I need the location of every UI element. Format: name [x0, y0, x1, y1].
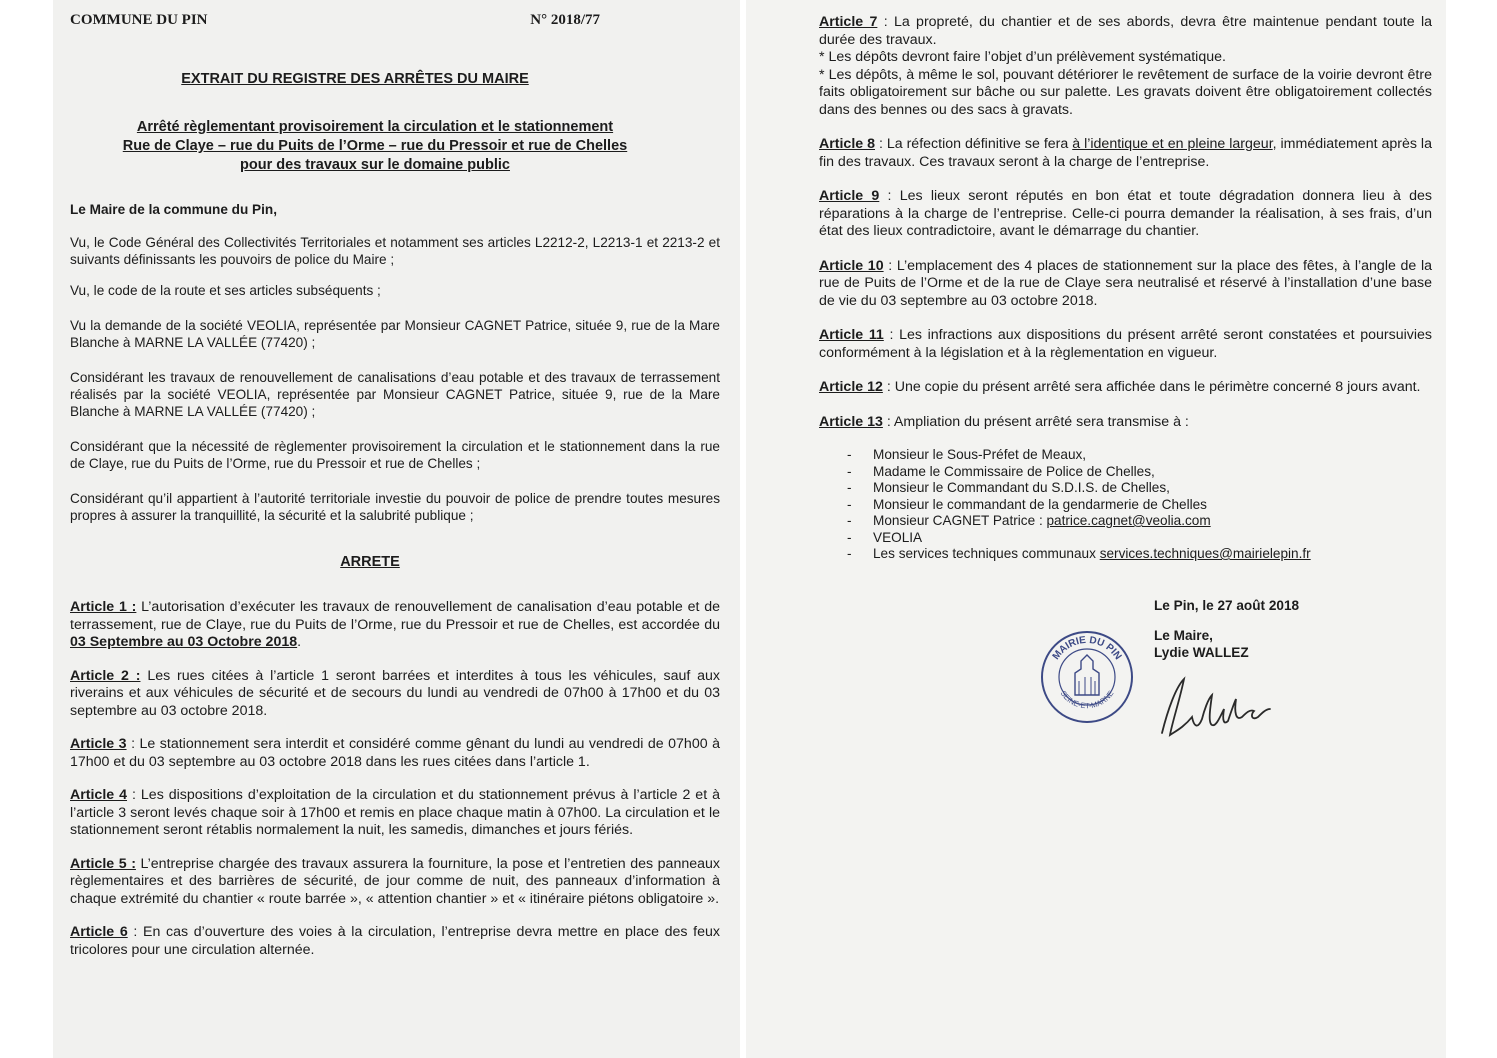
signature-title: Le Maire,	[1154, 627, 1213, 643]
email-link-cagnet[interactable]: patrice.cagnet@veolia.com	[1046, 513, 1211, 528]
article-2-text: Les rues citées à l’article 1 seront barrées et interdites à tous les véhicules, sauf aux riverains et aux véhicules de sécurité et de secours du lundi au vendredi de 07h00 à 17h00 et du 03 septembre au 03 octobre 2018.	[70, 667, 721, 719]
article-5	[70, 856, 720, 909]
document-header	[70, 12, 600, 29]
article-8	[819, 136, 1432, 171]
article-2	[70, 668, 720, 721]
article-10-label: Article 10	[819, 257, 884, 274]
article-11	[819, 327, 1432, 362]
article-8-text-1: : La réfection définitive se fera	[875, 136, 1073, 152]
vu-code-route: Vu, le code de la route et ses articles subséquents ;	[70, 283, 381, 298]
article-3	[70, 736, 720, 771]
article-7-label: Article 7	[819, 14, 878, 30]
arrete-title-line-3: pour des travaux sur le domaine public	[240, 157, 510, 173]
article-1	[70, 599, 720, 652]
seal-bottom-text: SEINE-ET-MARNE	[1058, 688, 1116, 710]
left-page	[53, 0, 740, 1058]
arrete-number: N° 2018/77	[530, 12, 600, 28]
considerant-autorite: Considérant qu’il appartient à l’autorité territoriale investie du pouvoir de police de prendre toutes mesures propres à assurer la tranquillité, la sécurité et la salubrité publique ;	[70, 491, 720, 523]
article-9-text: : Les lieux seront réputés en bon état et toute dégradation donnera lieu à des réparations à la charge de l’entreprise. Celle-ci pourra demander la réalisation, à ses frais, d’un état des lieux contradictoire, avant le démarrage du chantier.	[819, 188, 1432, 239]
maire-intro: Le Maire de la commune du Pin,	[70, 202, 277, 217]
article-12	[819, 379, 1432, 397]
article-7-text: : La propreté, du chantier et de ses abords, devra être maintenue pendant toute la durée des travaux.	[819, 14, 1432, 48]
recipient-item: - VEOLIA	[847, 530, 1432, 547]
article-9-label: Article 9	[819, 188, 880, 204]
article-1-label: Article 1 :	[70, 599, 137, 615]
article-7-bullet-2: * Les dépôts, à même le sol, pouvant détériorer le revêtement de surface de la voirie devront être faits obligatoirement sur bâche ou sur palette. Les gravats doivent être obligatoirement collectés dans des bennes ou des sacs à gravats.	[819, 66, 1432, 118]
considerant-necessite: Considérant que la nécessité de règlementer provisoirement la circulation et le stationnement dans la rue de Claye, rue du Puits de l’Orme, rue du Pressoir et rue de Chelles ;	[70, 439, 720, 471]
article-13-text: : Ampliation du présent arrêté sera transmise à :	[882, 413, 1189, 430]
article-9	[819, 188, 1432, 241]
email-link-services[interactable]: services.techniques@mairielepin.fr	[1099, 546, 1311, 561]
signature-block	[819, 597, 1432, 747]
article-8-underlined: à l’identique et en pleine largeur	[1072, 136, 1273, 152]
right-page	[746, 0, 1446, 1058]
article-11-label: Article 11	[819, 327, 884, 343]
article-8-label: Article 8	[819, 136, 875, 152]
recipient-item: - Madame le Commissaire de Police de Chelles,	[847, 464, 1432, 481]
arrete-title	[70, 118, 720, 175]
article-6-label: Article 6	[70, 924, 128, 940]
recipient-list	[819, 447, 1432, 563]
registre-heading: EXTRAIT DU REGISTRE DES ARRÊTES DU MAIRE	[181, 71, 529, 87]
article-7	[819, 14, 1432, 49]
mairie-seal-stamp	[1039, 629, 1135, 725]
recipient-item	[847, 546, 1432, 563]
signature-date: Le Pin, le 27 août 2018	[1154, 597, 1300, 613]
article-6	[70, 924, 720, 959]
article-2-label: Article 2 :	[70, 667, 141, 684]
article-13-label: Article 13	[819, 413, 883, 430]
recipient-services-label: Les services techniques communaux	[873, 546, 1100, 561]
article-4	[70, 787, 720, 840]
considerant-travaux: Considérant les travaux de renouvellement de canalisations d’eau potable et des travaux de terrassement réalisés par la société VEOLIA, représentée par Monsieur CAGNET Patrice, située 9, rue de la Mare Blanche à MARNE LA VALLÉE (77420) ;	[70, 370, 720, 419]
article-1-text: L’autorisation d’exécuter les travaux de renouvellement de canalisation d’eau potable et de terrassement, rue de Claye, rue du Puits de l’Orme, rue du Pressoir et rue de Chelles, est accordée du	[70, 599, 721, 633]
article-8-text-2: , immédiatement après la fin des travaux. Ces travaux seront à la charge de l’entreprise.	[819, 136, 1432, 170]
arrete-heading: ARRETE	[340, 554, 400, 570]
arrete-title-line-2: Rue de Claye – rue du Puits de l’Orme – rue du Pressoir et rue de Chelles	[122, 138, 628, 154]
arrete-title-line-1: Arrêté règlementant provisoirement la circulation et le stationnement	[136, 119, 614, 135]
article-5-text: L’entreprise chargée des travaux assurera la fourniture, la pose et l’entretien des panneaux règlementaires et des barrières de sécurité, de jour comme de nuit, des panneaux d’information à chaque extrémité du chantier « route barrée », « attention chantier » et « itinéraire piétons obligatoire ».	[70, 855, 720, 907]
svg-text:SEINE-ET-MARNE	[1059, 689, 1116, 710]
article-1-end: .	[297, 634, 302, 650]
recipient-item: - Monsieur le Commandant du S.D.I.S. de Chelles,	[847, 480, 1432, 497]
recipient-item	[847, 513, 1432, 530]
article-10-text: : L’emplacement des 4 places de stationnement sur la place des fêtes, à l’angle de la rue de Puits de l’Orme et de la rue de Claye sera neutralisé et réservé à l’installation d’une base de vie du 03 septembre au 03 octobre 2018.	[819, 257, 1432, 309]
article-10	[819, 258, 1432, 311]
article-1-dates: 03 Septembre au 03 Octobre 2018	[70, 634, 298, 650]
article-5-label: Article 5 :	[70, 855, 136, 872]
vu-demande: Vu la demande de la société VEOLIA, représentée par Monsieur CAGNET Patrice, située 9, rue de la Mare Blanche à MARNE LA VALLÉE (77420) ;	[70, 318, 720, 350]
recipient-cagnet-label: Monsieur CAGNET Patrice :	[873, 513, 1047, 528]
vu-cgct: Vu, le Code Général des Collectivités Territoriales et notamment ses articles L2212-2, L2213-1 et 2213-2 et suivants définissants les pouvoirs de police du Maire ;	[70, 235, 720, 267]
article-3-text: : Le stationnement sera interdit et considéré comme gênant du lundi au vendredi de 07h00 à 17h00 et du 03 septembre au 03 octobre 2018 dans les rues citées dans l’article 1.	[70, 736, 720, 770]
commune-name: COMMUNE DU PIN	[70, 12, 208, 28]
article-6-text: : En cas d’ouverture des voies à la circulation, l’entreprise devra mettre en place des feux tricolores pour une circulation alternée.	[70, 924, 720, 958]
article-7-bullet-1: * Les dépôts devront faire l’objet d’un prélèvement systématique.	[819, 49, 1226, 65]
recipient-item: - Monsieur le Sous-Préfet de Meaux,	[847, 447, 1432, 464]
recipient-item: - Monsieur le commandant de la gendarmerie de Chelles	[847, 497, 1432, 514]
seal-top-text: MAIRIE DU PIN	[1050, 634, 1124, 662]
article-4-label: Article 4	[70, 787, 128, 803]
article-12-label: Article 12	[819, 379, 883, 395]
article-4-text: : Les dispositions d’exploitation de la circulation et du stationnement prévus à l’article 2 et à l’article 3 seront levés chaque soir à 17h00 et remis en place chaque matin à 07h00. La circulation et le stationnement seront rétablis normalement la nuit, les samedis, dimanches et jours fériés.	[70, 787, 721, 838]
article-3-label: Article 3	[70, 736, 127, 752]
article-13	[819, 414, 1432, 432]
handwritten-signature	[1154, 669, 1274, 749]
article-12-text: : Une copie du présent arrêté sera affichée dans le périmètre concerné 8 jours avant.	[882, 379, 1421, 395]
signature-name: Lydie WALLEZ	[1154, 644, 1249, 660]
article-11-text: : Les infractions aux dispositions du présent arrêté seront constatées et poursuivies conformément à la législation et à la règlementation en vigueur.	[819, 327, 1432, 361]
